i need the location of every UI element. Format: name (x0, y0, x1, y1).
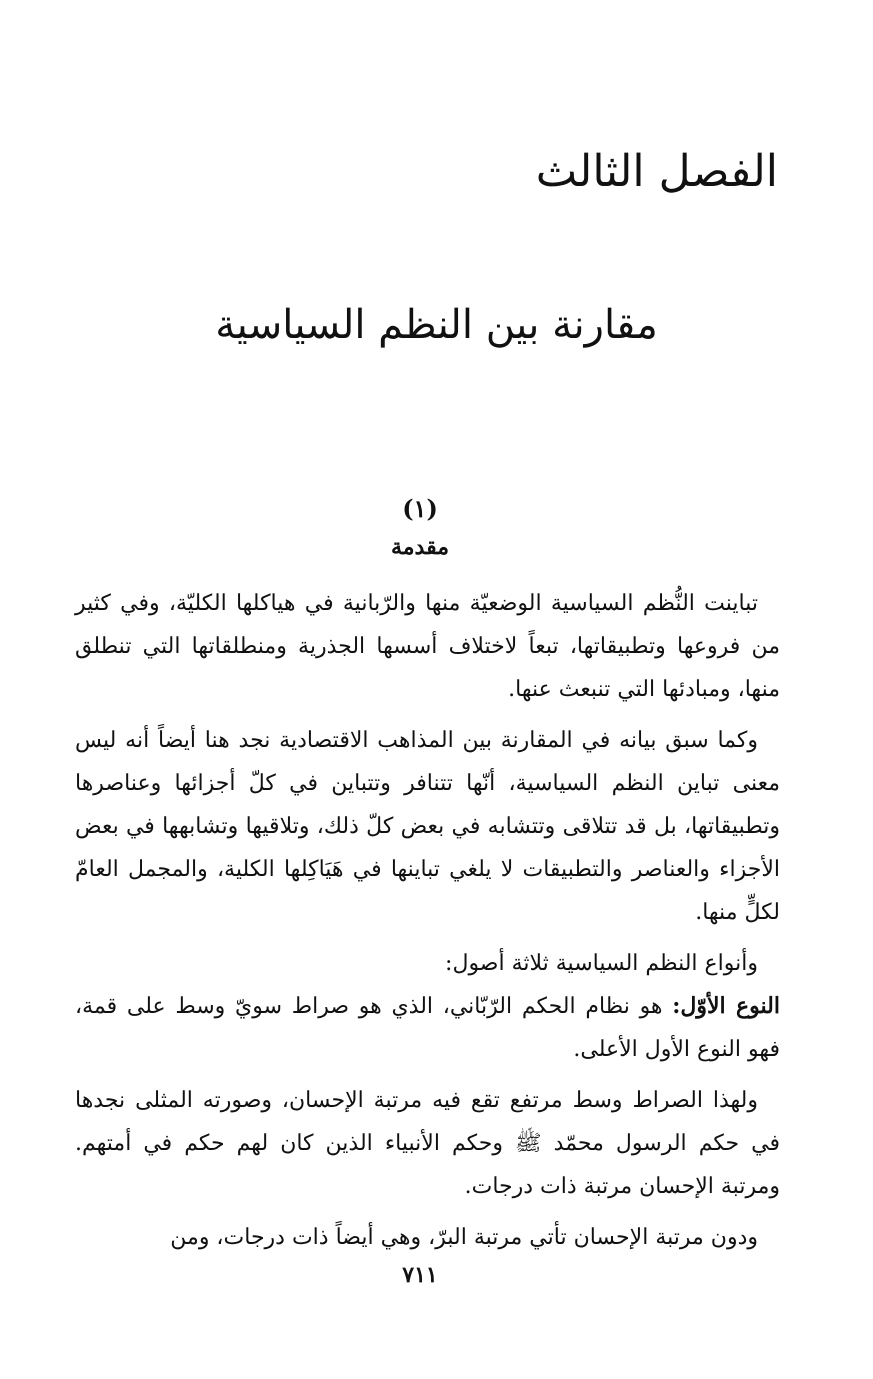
section-heading: مقدمة (390, 534, 450, 560)
section-number: (١) (402, 494, 438, 523)
page-number: ٧١١ (402, 1262, 438, 1288)
paragraph-birr: ودون مرتبة الإحسان تأتي مرتبة البرّ، وهي أيضاً ذات درجات، ومن (170, 1225, 758, 1250)
paragraph-types-intro: وأنواع النظم السياسية ثلاثة أصول: (445, 951, 758, 976)
paragraph-comparison: وكما سبق بيانه في المقارنة بين المذاهب الاقتصادية نجد هنا أيضاً أنه ليس معنى تباين النظم السياسية، أنّها تتنافر وتتباين في كلّ أجزائها وعناصرها وتطبيقاتها، بل قد تتلاقى وتتشابه في بعض كلّ ذلك، وتلاقيها وتشابهها في بعض الأجزاء والعناصر والتطبيقات لا يلغي تباينها في هَيَاكِلها الكلية، والمجمل العامّ لكلٍّ منها. (75, 728, 780, 925)
body-text (75, 582, 780, 1267)
paragraph-intro: تباينت النُّظم السياسية الوضعيّة منها والرّبانية في هياكلها الكليّة، وفي كثير من فروعها وتطبيقاتها، تبعاً لاختلاف أسسها الجذرية ومنطلقاتها التي تنطلق منها، ومبادئها التي تنبعث عنها. (75, 591, 780, 702)
chapter-label: الفصل الثالث (535, 146, 778, 197)
paragraph-ihsan: ولهذا الصراط وسط مرتفع تقع فيه مرتبة الإحسان، وصورته المثلى نجدها في حكم الرسول محمّد ﷺ وحكم الأنبياء الذين كان لهم حكم في أمتهم. ومرتبة الإحسان مرتبة ذات درجات. (75, 1088, 780, 1199)
chapter-title: مقارنة بين النظم السياسية (215, 302, 658, 348)
type-one-text: هو نظام الحكم الرّبّاني، الذي هو صراط سويّ وسط على قمة، فهو النوع الأول الأعلى. (75, 994, 780, 1062)
type-one-label: النوع الأوّل: (672, 993, 780, 1019)
paragraph-type-one (75, 985, 780, 1071)
